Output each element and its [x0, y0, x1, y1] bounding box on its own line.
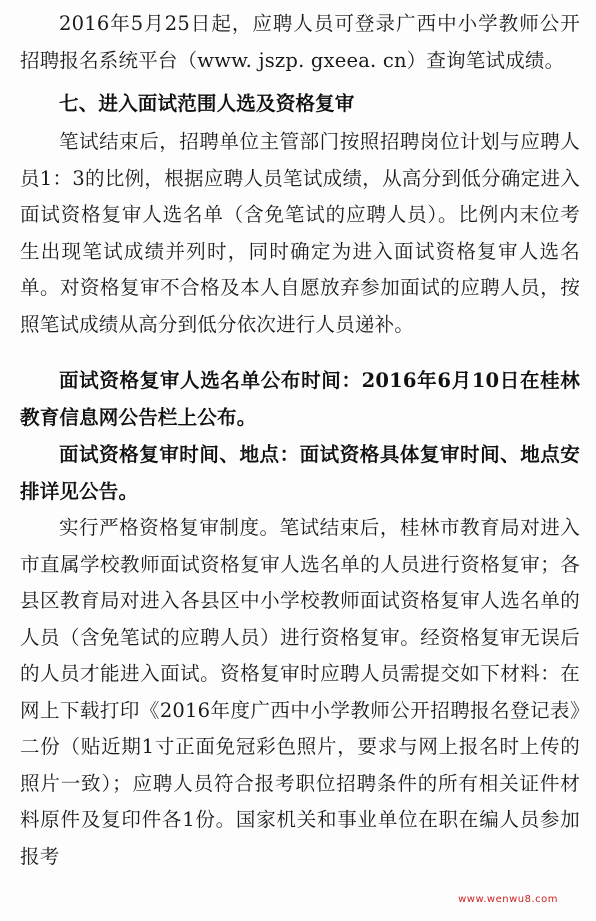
site-watermark: www.wenwu8.com [458, 894, 558, 905]
paragraph-review-time-place: 面试资格复审时间、地点：面试资格具体复审时间、地点安排详见公告。 [20, 443, 580, 503]
section-heading-seven: 七、进入面试范围人选及资格复审 [59, 92, 355, 115]
paragraph-review-system: 实行严格资格复审制度。笔试结束后，桂林市教育局对进入市直属学校教师面试资格复审人选名单的人员进行资格复审；各县区教育局对进入各县区中小学校教师面试资格复审人选名单的人员（含免笔试的应聘人员）进行资格复审。经资格复审无误后的人员才能进入面试。资格复审时应聘人员需提交如下材料：在网上下载打印《2016年度广西中小学教师公开招聘报名登记表》二份（贴近期1寸正面免冠彩色照片，要求与网上报名时上传的照片一致）；应聘人员符合报考职位招聘条件的所有相关证件材料原件及复印件各1份。国家机关和事业单位在职在编人员参加报考 [20, 516, 580, 868]
paragraph-score-query: 2016年5月25日起，应聘人员可登录广西中小学教师公开招聘报名系统平台（www. jszp. gxeea. cn）查询笔试成绩。 [20, 12, 580, 72]
paragraph-interview-selection: 笔试结束后，招聘单位主管部门按照招聘岗位计划与应聘人员1：3的比例，根据应聘人员笔试成绩，从高分到低分确定进入面试资格复审人选名单（含免笔试的应聘人员）。比例内末位考生出现笔试成绩并列时，同时确定为进入面试资格复审人选名单。对资格复审不合格及本人自愿放弃参加面试的应聘人员，按照笔试成绩从高分到低分依次进行人员递补。 [20, 130, 580, 336]
paragraph-list-publication: 面试资格复审人选名单公布时间：2016年6月10日在桂林教育信息网公告栏上公布。 [20, 369, 580, 429]
